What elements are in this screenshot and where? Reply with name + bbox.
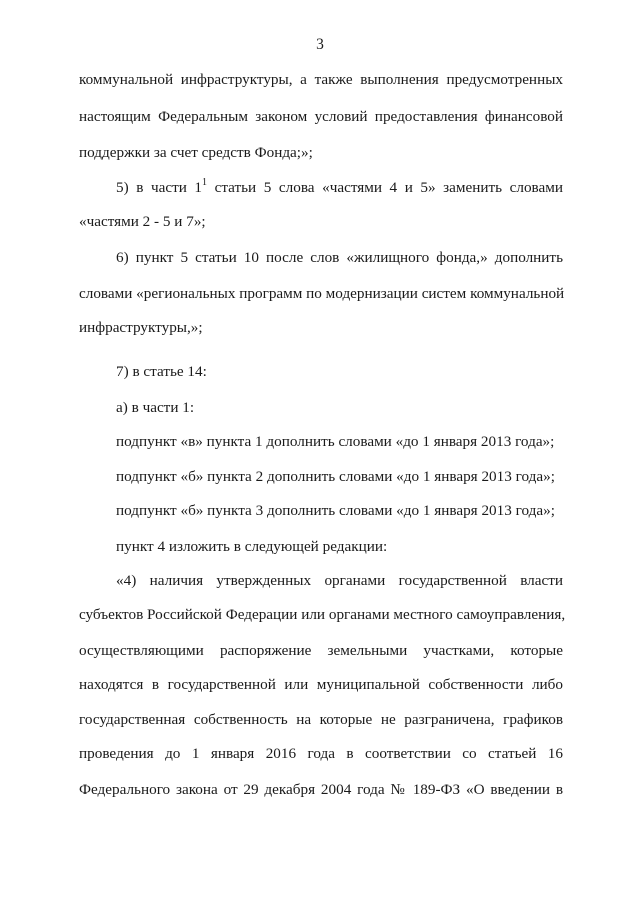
page-number: 3	[316, 36, 324, 53]
text-line: а) в части 1:	[116, 399, 195, 416]
text-line: осуществляющими распоряжение земельными участками, которые	[79, 642, 563, 659]
text-line: 6) пункт 5 статьи 10 после слов «жилищного фонда,» дополнить	[116, 249, 563, 266]
text-line: «4) наличия утвержденных органами государственной власти	[116, 572, 563, 589]
text-line: подпункт «б» пункта 3 дополнить словами «до 1 января 2013 года»;	[116, 502, 555, 519]
text-line: субъектов Российской Федерации или органами местного самоуправления,	[79, 606, 566, 623]
text-line: словами «региональных программ по модернизации систем коммунальной	[79, 285, 565, 302]
text-line: государственная собственность на которые не разграничена, графиков	[79, 711, 563, 728]
text-line: инфраструктуры,»;	[79, 319, 203, 336]
text-line: Федерального закона от 29 декабря 2004 года № 189-ФЗ «О введении в	[79, 781, 563, 798]
text-line: проведения до 1 января 2016 года в соответствии со статьей 16	[79, 745, 563, 762]
text-line: 7) в статье 14:	[116, 363, 207, 380]
text-line: находятся в государственной или муниципальной собственности либо	[79, 676, 563, 693]
text-line: «частями 2 - 5 и 7»;	[79, 213, 206, 230]
text-line: подпункт «в» пункта 1 дополнить словами «до 1 января 2013 года»;	[116, 433, 555, 450]
text-line: подпункт «б» пункта 2 дополнить словами «до 1 января 2013 года»;	[116, 468, 555, 485]
text-line: поддержки за счет средств Фонда;»;	[79, 144, 313, 161]
text-line: коммунальной инфраструктуры, а также выполнения предусмотренных	[79, 71, 563, 88]
text-line: 5) в части $1^1$ статьи 5 слова «частями 4 и 5» заменить словами	[116, 177, 563, 196]
text-line: настоящим Федеральным законом условий предоставления финансовой	[79, 108, 563, 125]
text-line: пункт 4 изложить в следующей редакции:	[116, 538, 388, 555]
